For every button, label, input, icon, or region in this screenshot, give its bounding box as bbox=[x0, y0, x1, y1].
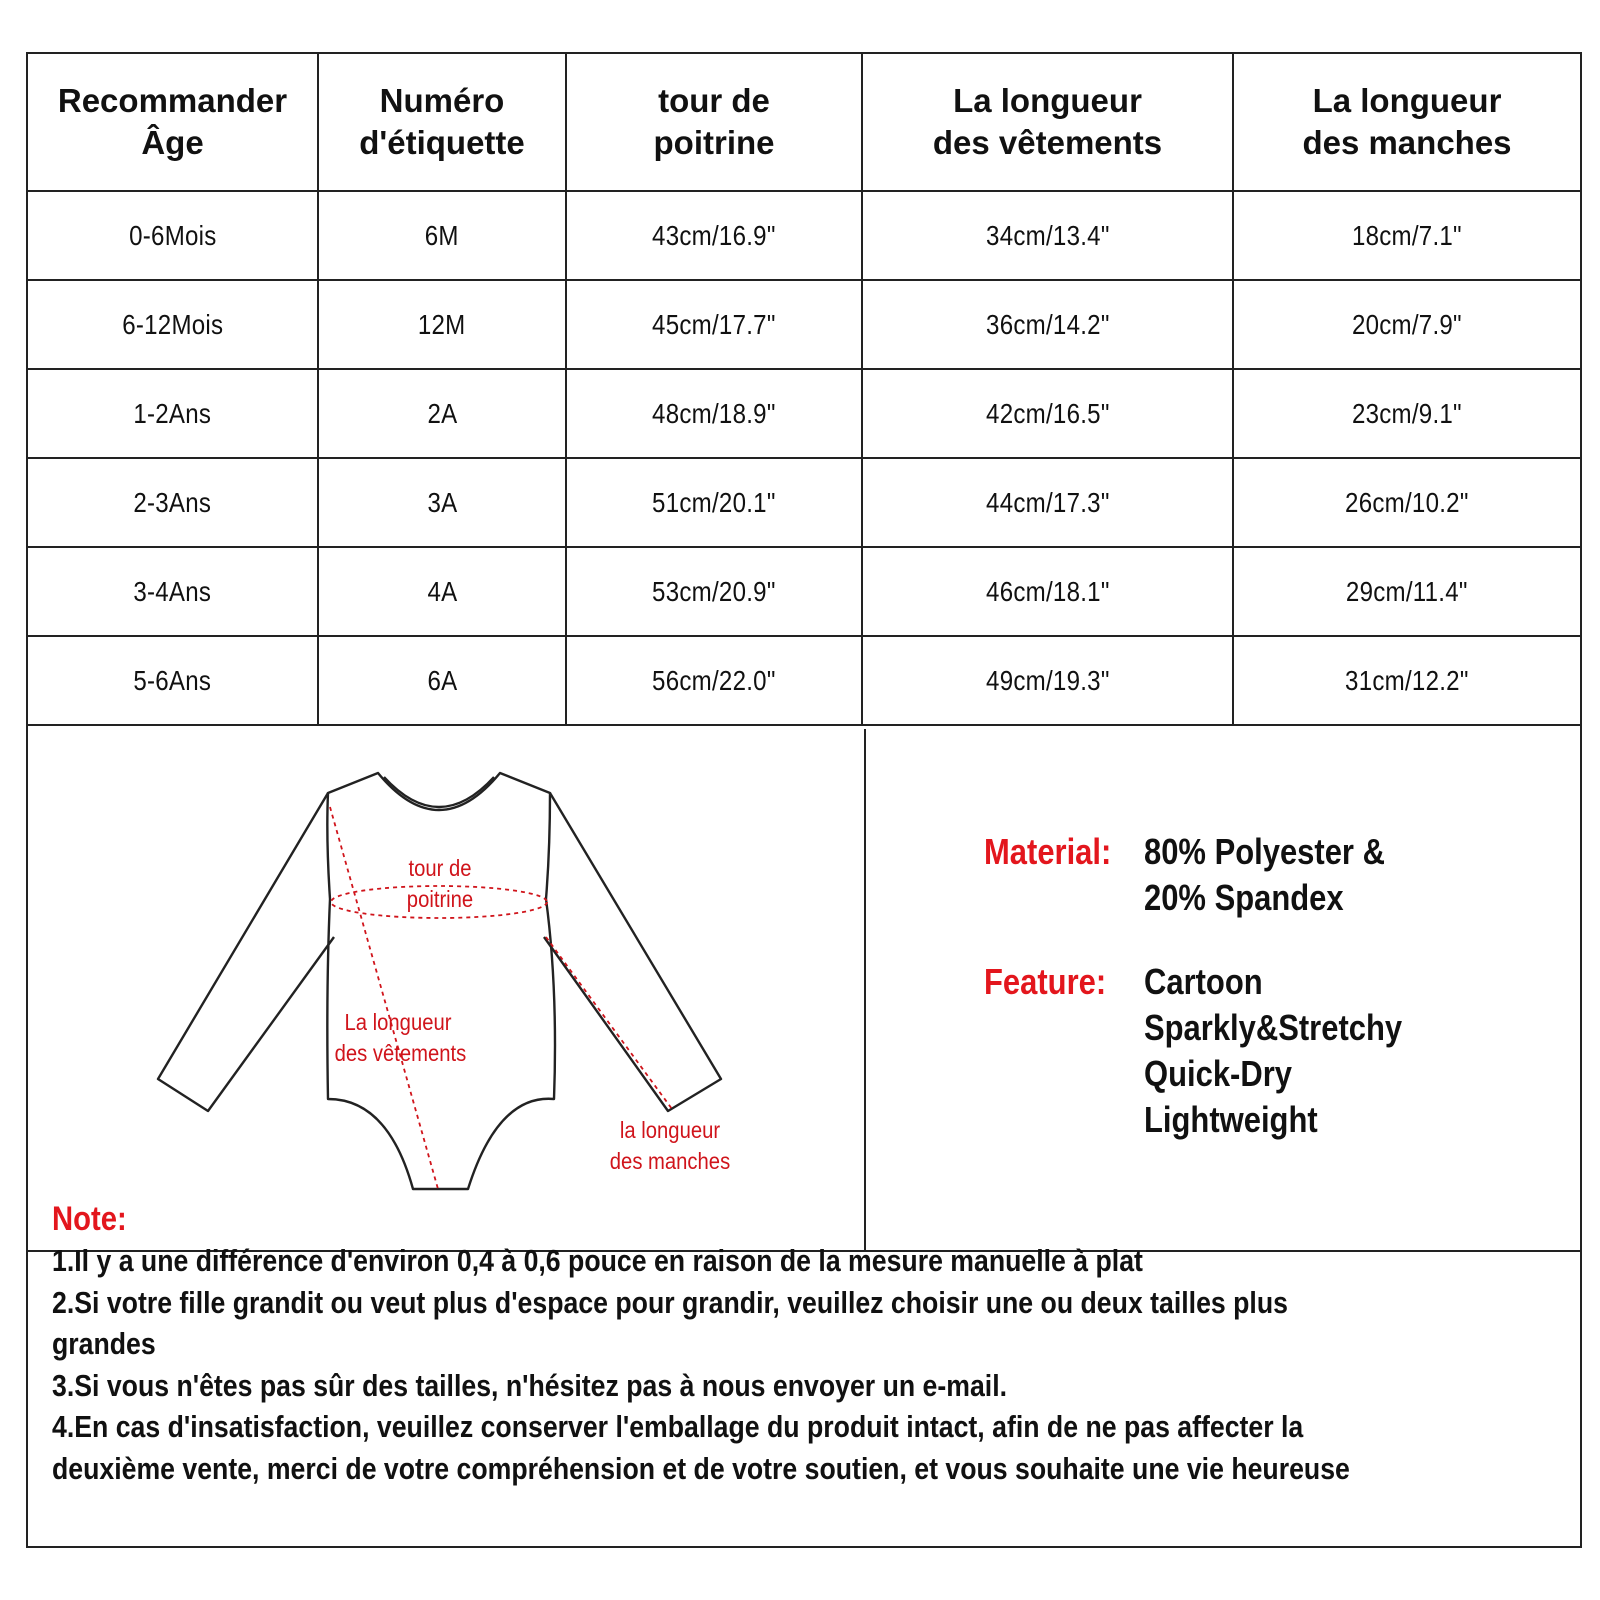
table-cell: 2A bbox=[318, 369, 566, 458]
table-cell: 44cm/17.3" bbox=[862, 458, 1233, 547]
material-label: Material: bbox=[984, 831, 1112, 872]
table-cell: 45cm/17.7" bbox=[566, 280, 862, 369]
table-row bbox=[28, 191, 1580, 280]
note-line: grandes bbox=[52, 1326, 156, 1361]
chest-measure-label: tour de poitrine bbox=[406, 855, 474, 912]
table-cell: 4A bbox=[318, 547, 566, 636]
note-line: 2.Si votre fille grandit ou veut plus d'espace pour grandir, veuillez choisir une ou deux tailles plus bbox=[52, 1284, 1288, 1320]
note-line: 3.Si vous n'êtes pas sûr des tailles, n'hésitez pas à nous envoyer un e-mail. bbox=[52, 1367, 1008, 1403]
note-line: 4.En cas d'insatisfaction, veuillez conserver l'emballage du produit intact, afin de ne pas affecter la bbox=[52, 1409, 1304, 1444]
table-cell: 6-12Mois bbox=[28, 280, 318, 369]
notes-section bbox=[52, 1198, 1532, 1489]
table-cell: 1-2Ans bbox=[28, 369, 318, 458]
garment-diagram-panel bbox=[28, 729, 866, 1250]
table-cell: 3-4Ans bbox=[28, 547, 318, 636]
table-cell: 42cm/16.5" bbox=[862, 369, 1233, 458]
material-value: 80% Polyester & 20% Spandex bbox=[1144, 831, 1385, 918]
table-cell: 48cm/18.9" bbox=[566, 369, 862, 458]
sleeve-length-measure-label: la longueur des manches bbox=[609, 1117, 731, 1174]
table-row bbox=[28, 636, 1580, 725]
table-cell: 2-3Ans bbox=[28, 458, 318, 547]
table-cell: 26cm/10.2" bbox=[1233, 458, 1580, 547]
table-cell: 5-6Ans bbox=[28, 636, 318, 725]
table-cell: 36cm/14.2" bbox=[862, 280, 1233, 369]
table-cell: 43cm/16.9" bbox=[566, 191, 862, 280]
note-title: Note: bbox=[52, 1200, 127, 1238]
table-row bbox=[28, 369, 1580, 458]
header-sleeve-length: La longueur des manches bbox=[1233, 54, 1580, 191]
table-cell: 49cm/19.3" bbox=[862, 636, 1233, 725]
table-row bbox=[28, 458, 1580, 547]
header-recommended-age: Recommander Âge bbox=[28, 54, 318, 191]
note-line: 1.Il y a une différence d'environ 0,4 à 0,6 pouce en raison de la mesure manuelle à plat bbox=[52, 1243, 1143, 1278]
table-cell: 53cm/20.9" bbox=[566, 547, 862, 636]
table-cell: 6M bbox=[318, 191, 566, 280]
details-section bbox=[28, 729, 1580, 1252]
table-cell: 0-6Mois bbox=[28, 191, 318, 280]
table-cell: 18cm/7.1" bbox=[1233, 191, 1580, 280]
table-cell: 56cm/22.0" bbox=[566, 636, 862, 725]
table-cell: 12M bbox=[318, 280, 566, 369]
header-label-number: Numéro d'étiquette bbox=[318, 54, 566, 191]
note-line: deuxième vente, merci de votre compréhension et de votre soutien, et vous souhaite une vie heureuse bbox=[52, 1450, 1350, 1486]
table-cell: 3A bbox=[318, 458, 566, 547]
header-garment-length: La longueur des vêtements bbox=[862, 54, 1233, 191]
table-cell: 46cm/18.1" bbox=[862, 547, 1233, 636]
table-cell: 23cm/9.1" bbox=[1233, 369, 1580, 458]
table-cell: 51cm/20.1" bbox=[566, 458, 862, 547]
size-table bbox=[28, 54, 1580, 726]
header-chest: tour de poitrine bbox=[566, 54, 862, 191]
table-cell: 29cm/11.4" bbox=[1233, 547, 1580, 636]
garment-length-measure-label: La longueur des vêtements bbox=[334, 1009, 467, 1066]
table-header-row bbox=[28, 54, 1580, 191]
table-cell: 6A bbox=[318, 636, 566, 725]
leotard-outline-icon bbox=[28, 729, 864, 1250]
product-specs-panel bbox=[866, 729, 1580, 1250]
feature-label: Feature: bbox=[984, 961, 1107, 1002]
table-cell: 31cm/12.2" bbox=[1233, 636, 1580, 725]
feature-value: Cartoon Sparkly&Stretchy Quick-Dry Lightweight bbox=[1144, 961, 1403, 1140]
table-row bbox=[28, 547, 1580, 636]
table-cell: 20cm/7.9" bbox=[1233, 280, 1580, 369]
table-row bbox=[28, 280, 1580, 369]
table-cell: 34cm/13.4" bbox=[862, 191, 1233, 280]
